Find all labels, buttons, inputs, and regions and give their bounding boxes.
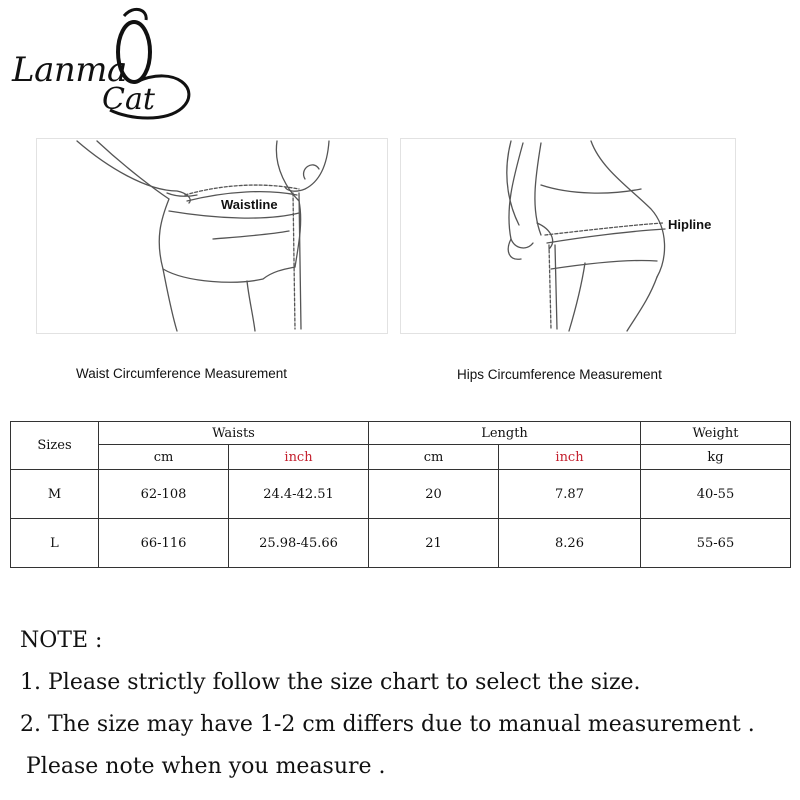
waist-cm-cell: 66-116 (99, 519, 229, 568)
logo-text-cat: Cat (102, 82, 155, 117)
table-row (11, 519, 791, 568)
waists-header: Waists (99, 422, 369, 445)
note-line-2: 2. The size may have 1-2 cm differs due to manual measurement . (20, 712, 755, 737)
table-header-row (11, 422, 791, 445)
length-inch-cell: 8.26 (499, 519, 641, 568)
waist-cm-cell: 62-108 (99, 470, 229, 519)
brand-logo (6, 4, 196, 124)
waist-caption: Waist Circumference Measurement (76, 366, 288, 381)
unit-inch: inch (229, 445, 369, 470)
length-header: Length (369, 422, 641, 445)
note-line-3: Please note when you measure . (26, 754, 386, 779)
note-title: NOTE : (20, 628, 103, 653)
length-inch-cell: 7.87 (499, 470, 641, 519)
unit-kg: kg (641, 445, 791, 470)
hips-caption: Hips Circumference Measurement (457, 367, 662, 382)
weight-header: Weight (641, 422, 791, 445)
table-units-row (11, 445, 791, 470)
waist-inch-cell: 25.98-45.66 (229, 519, 369, 568)
size-cell: L (11, 519, 99, 568)
waist-figure-drawing (37, 139, 387, 333)
unit-cm: cm (99, 445, 229, 470)
length-cm-cell: 21 (369, 519, 499, 568)
size-chart-table (10, 421, 791, 568)
table-row (11, 470, 791, 519)
waistline-label: Waistline (221, 197, 278, 212)
size-cell: M (11, 470, 99, 519)
unit-cm: cm (369, 445, 499, 470)
waist-inch-cell: 24.4-42.51 (229, 470, 369, 519)
hipline-label: Hipline (668, 217, 712, 232)
weight-kg-cell: 55-65 (641, 519, 791, 568)
hips-figure-drawing (401, 139, 735, 333)
weight-kg-cell: 40-55 (641, 470, 791, 519)
waist-measurement-illustration (36, 138, 388, 334)
sizes-header: Sizes (11, 422, 99, 470)
logo-text-lanma: Lanma (12, 50, 127, 90)
unit-inch: inch (499, 445, 641, 470)
hips-measurement-illustration (400, 138, 736, 334)
note-line-1: 1. Please strictly follow the size chart to select the size. (20, 670, 641, 695)
length-cm-cell: 20 (369, 470, 499, 519)
